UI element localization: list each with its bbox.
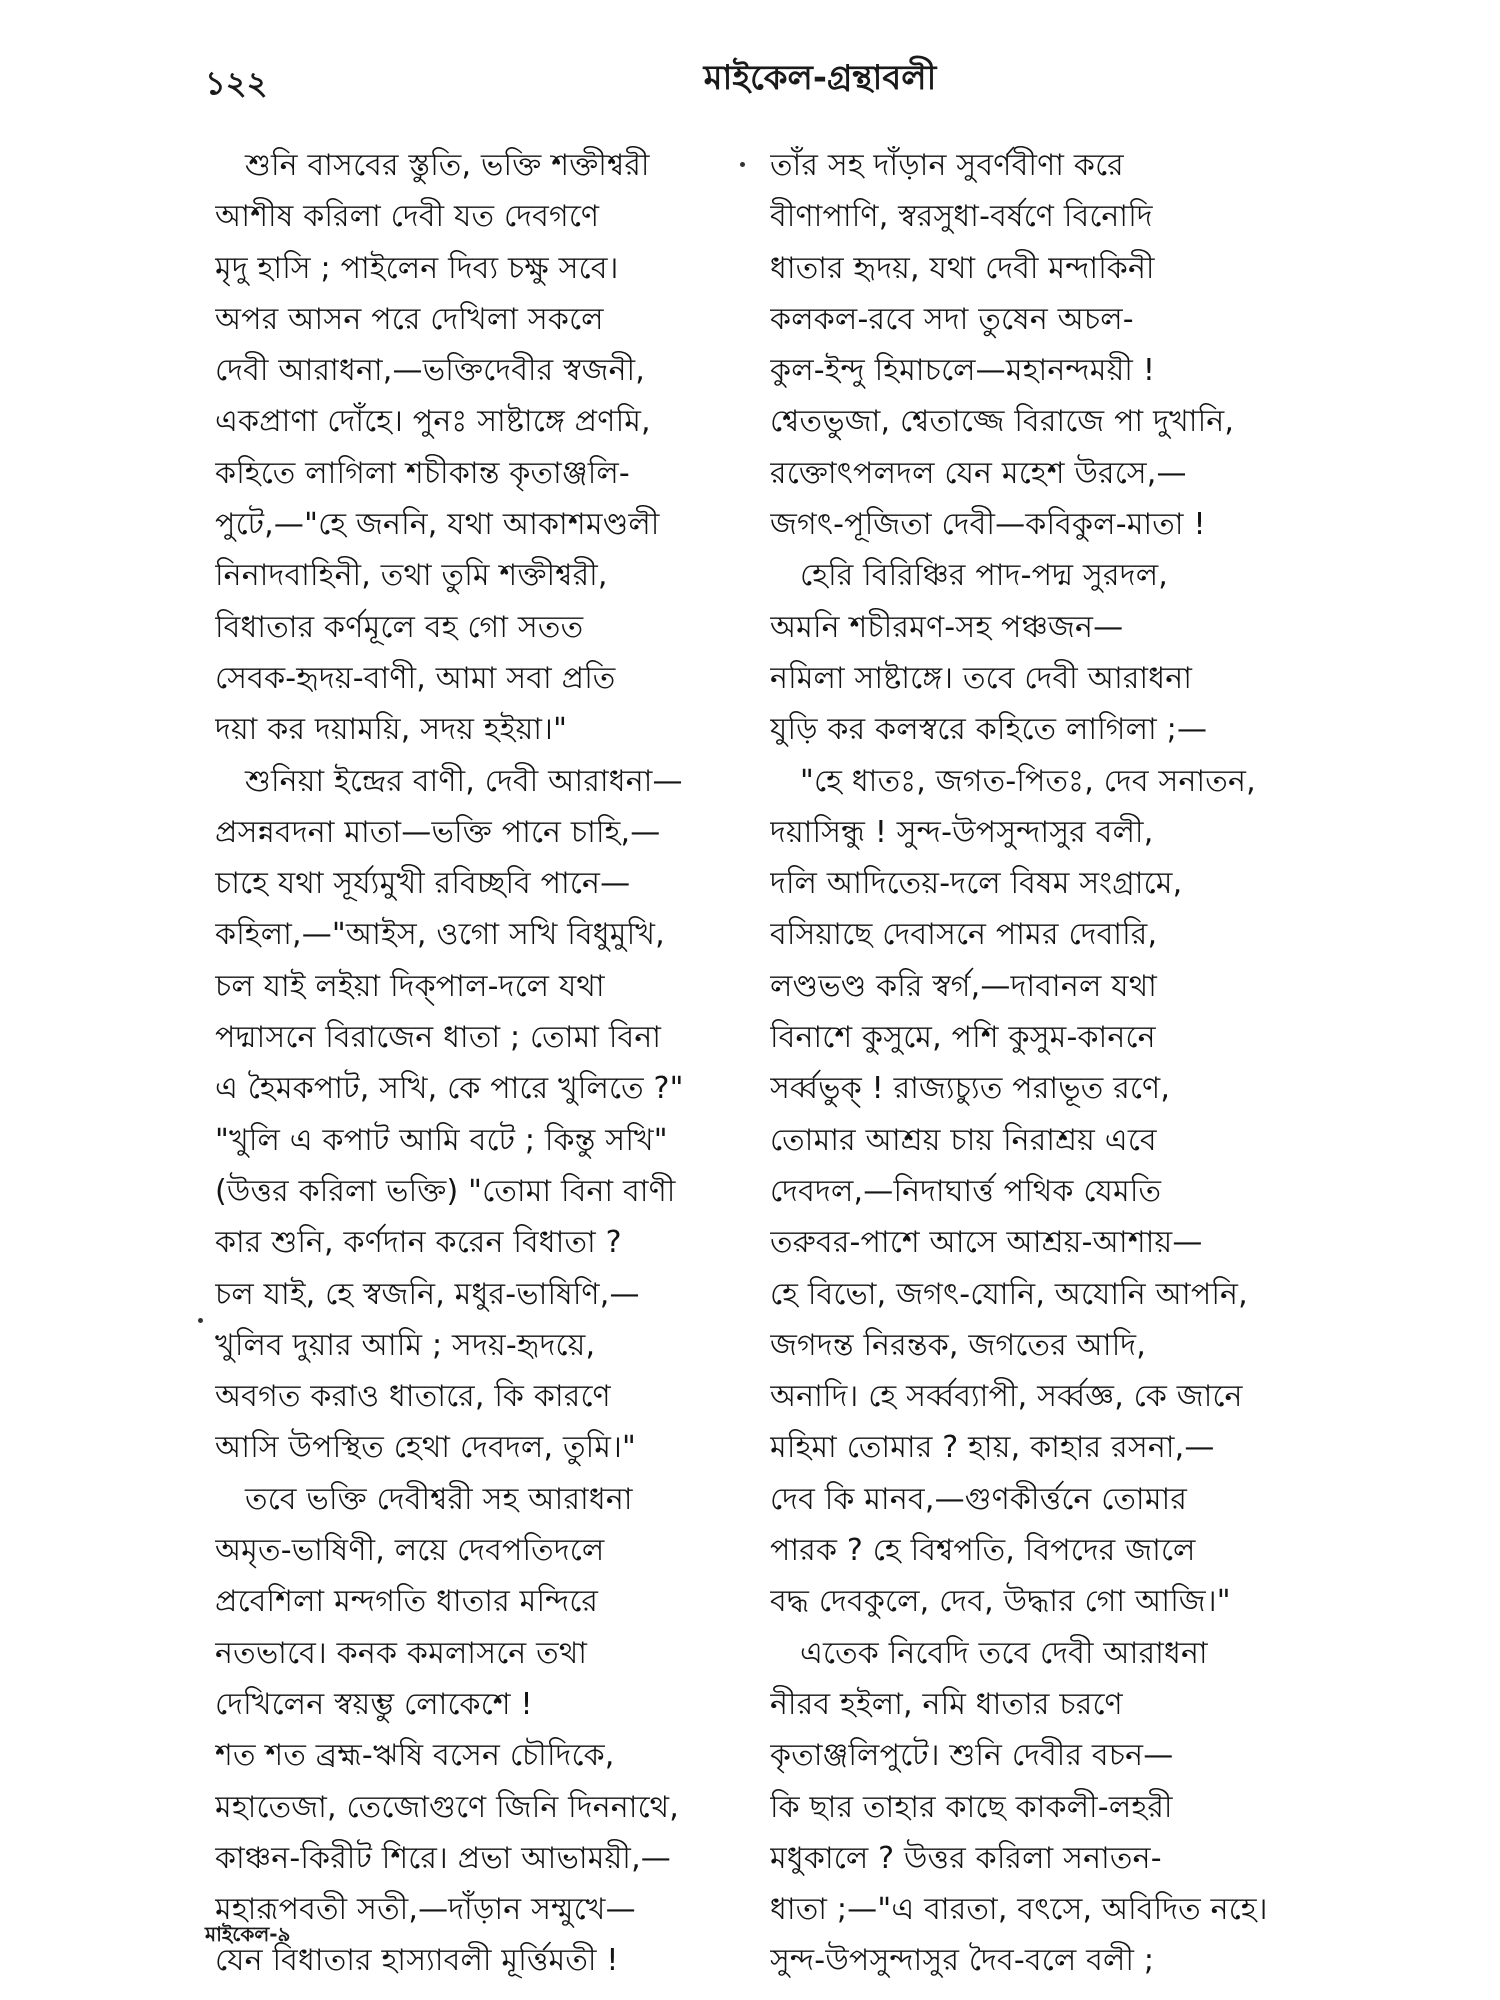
verse-line: হেরি বিরিঞ্চির পাদ-পদ্ম সুরদল, bbox=[800, 558, 1168, 594]
verse-line: ধাতার হৃদয়, যথা দেবী মন্দাকিনী bbox=[770, 250, 1155, 286]
verse-line: "হে ধাতঃ, জগত-পিতঃ, দেব সনাতন, bbox=[800, 763, 1256, 799]
verse-line: প্রবেশিলা মন্দগতি ধাতার মন্দিরে bbox=[215, 1584, 599, 1620]
verse-line: কাঞ্চন-কিরীট শিরে। প্রভা আভাময়ী,— bbox=[215, 1840, 672, 1876]
verse-line: কৃতাঞ্জলিপুটে। শুনি দেবীর বচন— bbox=[770, 1738, 1174, 1774]
verse-line: খুলিব দুয়ার আমি ; সদয়-হৃদয়ে, bbox=[215, 1327, 596, 1363]
verse-line: এতেক নিবেদি তবে দেবী আরাধনা bbox=[800, 1635, 1208, 1671]
verse-line: দয়াসিন্ধু ! সুন্দ-উপসুন্দাসুর বলী, bbox=[770, 814, 1154, 850]
verse-line: লণ্ডভণ্ড করি স্বর্গ,—দাবানল যথা bbox=[770, 968, 1158, 1004]
verse-line: জগৎ-পূজিতা দেবী—কবিকুল-মাতা ! bbox=[770, 507, 1206, 543]
verse-line: সর্ব্বভুক্ ! রাজ্যচ্যুত পরাভূত রণে, bbox=[770, 1071, 1171, 1107]
signature-mark: মাইকেল-৯ bbox=[205, 1922, 291, 1946]
verse-line: বিনাশে কুসুমে, পশি কুসুম-কাননে bbox=[770, 1020, 1156, 1056]
verse-line: পদ্মাসনে বিরাজেন ধাতা ; তোমা বিনা bbox=[215, 1020, 662, 1056]
verse-line: দেবী আরাধনা,—ভক্তিদেবীর স্বজনী, bbox=[215, 353, 646, 389]
verse-line: একপ্রাণা দোঁহে। পুনঃ সাষ্টাঙ্গে প্রণমি, bbox=[215, 404, 651, 440]
verse-line: আসি উপস্থিত হেথা দেবদল, তুমি।" bbox=[215, 1430, 637, 1466]
verse-line: মহাতেজা, তেজোগুণে জিনি দিননাথে, bbox=[215, 1789, 680, 1825]
verse-line: অবগত করাও ধাতারে, কি কারণে bbox=[215, 1379, 611, 1415]
verse-line: যেন বিধাতার হাস্যাবলী মূর্ত্তিমতী ! bbox=[215, 1943, 619, 1979]
verse-line: অপর আসন পরে দেখিলা সকলে bbox=[215, 301, 604, 337]
verse-line: নিনাদবাহিনী, তথা তুমি শক্তীশ্বরী, bbox=[215, 558, 608, 594]
verse-line: মৃদু হাসি ; পাইলেন দিব্য চক্ষু সবে। bbox=[215, 250, 619, 286]
verse-line: প্রসন্নবদনা মাতা—ভক্তি পানে চাহি,— bbox=[215, 814, 661, 850]
verse-line: অমৃত-ভাষিণী, লয়ে দেবপতিদলে bbox=[215, 1533, 605, 1569]
verse-line: ধাতা ;—"এ বারতা, বৎসে, অবিদিত নহে। bbox=[770, 1892, 1268, 1928]
verse-line: দয়া কর দয়াময়ি, সদয় হইয়া।" bbox=[215, 712, 568, 748]
verse-line: (উত্তর করিলা ভক্তি) "তোমা বিনা বাণী bbox=[215, 1173, 676, 1209]
verse-line: পুটে,—"হে জননি, যথা আকাশমণ্ডলী bbox=[215, 507, 660, 543]
print-speck bbox=[740, 162, 745, 167]
verse-line: রক্তোৎপলদল যেন মহেশ উরসে,— bbox=[770, 455, 1187, 491]
verse-line: বীণাপাণি, স্বরসুধা-বর্ষণে বিনোদি bbox=[770, 199, 1153, 235]
verse-line: নীরব হইলা, নমি ধাতার চরণে bbox=[770, 1686, 1123, 1722]
verse-line: শুনি বাসবের স্তুতি, ভক্তি শক্তীশ্বরী bbox=[245, 148, 650, 183]
verse-line: "খুলি এ কপাট আমি বটে ; কিন্তু সখি" bbox=[215, 1122, 668, 1158]
verse-line: কার শুনি, কর্ণদান করেন বিধাতা ? bbox=[215, 1225, 622, 1261]
verse-line: হে বিভো, জগৎ-যোনি, অযোনি আপনি, bbox=[770, 1276, 1248, 1312]
verse-line: তবে ভক্তি দেবীশ্বরী সহ আরাধনা bbox=[245, 1481, 633, 1517]
verse-line: দলি আদিতেয়-দলে বিষম সংগ্রামে, bbox=[770, 866, 1183, 902]
verse-line: যুড়ি কর কলস্বরে কহিতে লাগিলা ;— bbox=[770, 712, 1208, 748]
verse-line: চল যাই লইয়া দিক্‌পাল-দলে যথা bbox=[215, 968, 605, 1004]
verse-line: বিধাতার কর্ণমূলে বহ গো সতত bbox=[215, 609, 584, 645]
verse-line: চাহে যথা সূর্য্যমুখী রবিচ্ছবি পানে— bbox=[215, 866, 631, 902]
verse-line: বদ্ধ দেবকুলে, দেব, উদ্ধার গো আজি।" bbox=[770, 1584, 1231, 1620]
verse-line: কলকল-রবে সদা তুষেন অচল- bbox=[770, 301, 1134, 337]
verse-line: তরুবর-পাশে আসে আশ্রয়-আশায়— bbox=[770, 1225, 1203, 1261]
verse-line: শ্বেতভুজা, শ্বেতাজ্জে বিরাজে পা দুখানি, bbox=[770, 404, 1235, 440]
verse-line: কুল-ইন্দু হিমাচলে—মহানন্দময়ী ! bbox=[770, 353, 1156, 389]
verse-line: কহিলা,—"আইস, ওগো সখি বিধুমুখি, bbox=[215, 917, 665, 953]
verse-line: মহিমা তোমার ? হায়, কাহার রসনা,— bbox=[770, 1430, 1215, 1466]
verse-line: শত শত ব্রহ্ম-ঋষি বসেন চৌদিকে, bbox=[215, 1738, 615, 1774]
verse-line: কহিতে লাগিলা শচীকান্ত কৃতাঞ্জলি- bbox=[215, 455, 630, 491]
left-column bbox=[215, 140, 735, 1987]
verse-line: মধুকালে ? উত্তর করিলা সনাতন- bbox=[770, 1840, 1162, 1876]
running-title: মাইকেল-গ্রন্থাবলী bbox=[703, 58, 937, 98]
verse-line: চল যাই, হে স্বজনি, মধুর-ভাষিণি,— bbox=[215, 1276, 640, 1312]
verse-line: কি ছার তাহার কাছে কাকলী-লহরী bbox=[770, 1789, 1173, 1825]
verse-line: শুনিয়া ইন্দ্রের বাণী, দেবী আরাধনা— bbox=[245, 763, 683, 799]
print-speck bbox=[198, 1318, 203, 1323]
verse-line: দেখিলেন স্বয়ম্ভু লোকেশে ! bbox=[215, 1686, 533, 1722]
verse-line: দেব কি মানব,—গুণকীর্ত্তনে তোমার bbox=[770, 1481, 1188, 1517]
verse-line: জগদন্ত নিরন্তক, জগতের আদি, bbox=[770, 1327, 1146, 1363]
verse-line: নমিলা সাষ্টাঙ্গে। তবে দেবী আরাধনা bbox=[770, 660, 1193, 696]
verse-line: নতভাবে। কনক কমলাসনে তথা bbox=[215, 1635, 588, 1671]
verse-line: বসিয়াছে দেবাসনে পামর দেবারি, bbox=[770, 917, 1158, 953]
verse-line: আশীষ করিলা দেবী যত দেবগণে bbox=[215, 199, 600, 235]
verse-line: অমনি শচীরমণ-সহ পঞ্চজন— bbox=[770, 609, 1124, 645]
verse-line: সেবক-হৃদয়-বাণী, আমা সবা প্রতি bbox=[215, 660, 616, 696]
verse-line: তাঁর সহ দাঁড়ান সুবর্ণবীণা করে bbox=[770, 148, 1124, 183]
verse-line: মহারূপবতী সতী,—দাঁড়ান সম্মুখে— bbox=[215, 1892, 636, 1928]
right-column bbox=[770, 140, 1330, 1987]
page-number: ১২২ bbox=[205, 64, 268, 102]
verse-line: পারক ? হে বিশ্বপতি, বিপদের জালে bbox=[770, 1533, 1196, 1569]
verse-line: অনাদি। হে সর্ব্বব্যাপী, সর্ব্বজ্ঞ, কে জানে bbox=[770, 1379, 1243, 1415]
verse-line: তোমার আশ্রয় চায় নিরাশ্রয় এবে bbox=[770, 1122, 1157, 1158]
verse-line: এ হৈমকপাট, সখি, কে পারে খুলিতে ?" bbox=[215, 1071, 684, 1107]
verse-line: দেবদল,—নিদাঘার্ত্ত পথিক যেমতি bbox=[770, 1173, 1162, 1209]
verse-line: সুন্দ-উপসুন্দাসুর দৈব-বলে বলী ; bbox=[770, 1943, 1155, 1979]
